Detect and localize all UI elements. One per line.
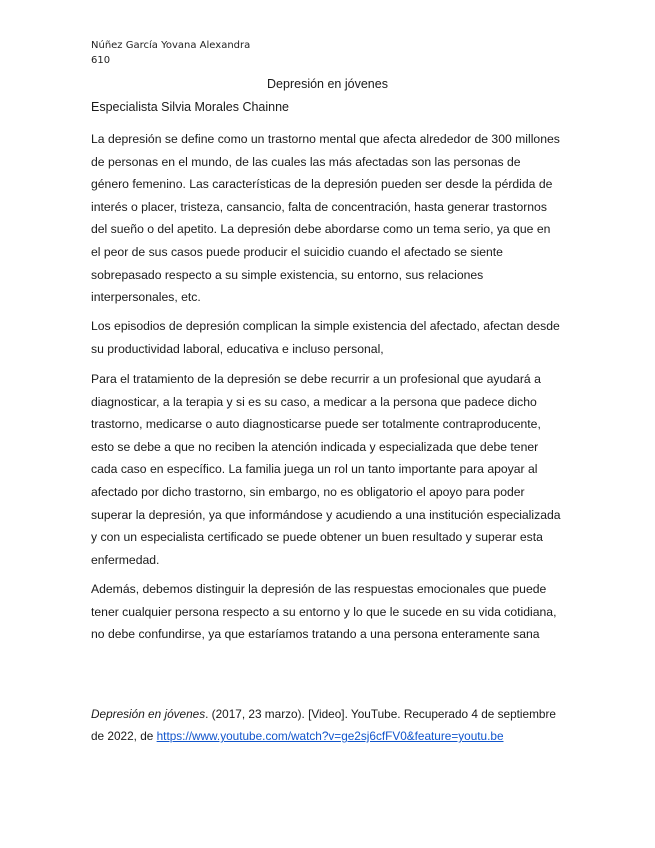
paragraph-distinction	[91, 578, 561, 646]
reference-title: Depresión en jóvenes	[91, 707, 206, 721]
paragraph-treatment	[91, 368, 561, 571]
paragraph-text: Además, debemos distinguir la depresión de las respuestas emocionales que puede tener cualquier persona respecto a su entorno y lo que le sucede en su vida cotidiana, no debe confundirse, ya que estaríamos tratando a una persona enteramente sana	[91, 582, 557, 642]
paragraph-text: Para el tratamiento de la depresión se debe recurrir a un profesional que ayudará a diagnosticar, a la terapia y si es su caso, a medicar a la persona que padece dicho trastorno, medicarse o auto diagnosticarse puede ser totalmente contraproducente, esto se debe a que no reciben la atención indicada y especializada que debe tener cada caso en específico. La familia juega un rol un tanto importante para apoyar al afectado por dicho trastorno, sin embargo, no es obligatorio el apoyo para poder superar la depresión, ya que informándose y acudiendo a una institución especializada y con un especialista certificado se puede obtener un buen resultado y superar esta enfermedad.	[91, 372, 561, 567]
reference-link[interactable]: https://www.youtube.com/watch?v=ge2sj6cfFV0&feature=youtu.be	[156, 729, 504, 743]
specialist-line: Especialista Silvia Morales Chainne	[91, 100, 290, 114]
paragraph-text: La depresión se define como un trastorno mental que afecta alrededor de 300 millones de personas en el mundo, de las cuales las más afectadas son las personas de género femenino. Las características de la depresión pueden ser desde la pérdida de interés o placer, tristeza, cansancio, falta de concentración, hasta generar trastornos del sueño o del apetito. La depresión debe abordarse como un tema serio, ya que en el peor de sus casos puede producir el suicidio cuando el afectado se siente sobrepasado respecto a su simple existencia, su entorno, sus relaciones interpersonales, etc.	[91, 132, 560, 305]
group-number: 610	[91, 55, 111, 66]
author-name: Núñez García Yovana Alexandra	[91, 40, 251, 51]
author-header	[91, 38, 250, 68]
paragraph-episodes	[91, 315, 561, 360]
reference-citation	[91, 703, 571, 747]
document-title: Depresión en jóvenes	[267, 77, 388, 91]
reference-details: . (2017, 23 marzo). [Video]. YouTube. Recuperado 4 de septiembre de 2022, de	[91, 707, 556, 743]
paragraph-definition	[91, 128, 561, 309]
paragraph-text: Los episodios de depresión complican la simple existencia del afectado, afectan desde su productividad laboral, educativa e incluso personal,	[91, 319, 560, 356]
